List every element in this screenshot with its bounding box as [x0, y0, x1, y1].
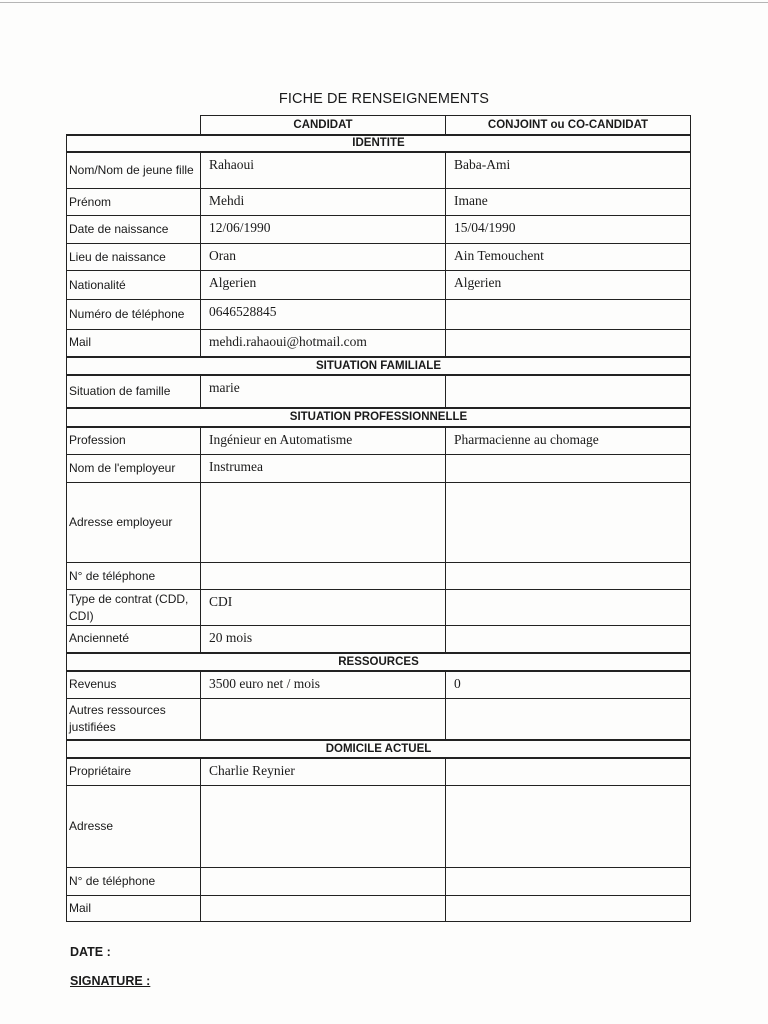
- spouse-mail-domicile: [446, 896, 691, 922]
- label-prenom: Prénom: [67, 189, 201, 216]
- row-telephone: [67, 300, 691, 330]
- spouse-tel-domicile: [446, 868, 691, 896]
- row-adresse-employeur: [67, 483, 691, 563]
- spouse-nationalite: Algerien: [446, 271, 691, 300]
- row-tel-employeur: [67, 563, 691, 590]
- signature-label: SIGNATURE :: [70, 974, 151, 988]
- row-mail: [67, 330, 691, 357]
- candidate-nom: Rahaoui: [201, 152, 446, 189]
- section-title-identity: IDENTITE: [67, 135, 691, 152]
- candidate-autres-ressources: [201, 699, 446, 740]
- row-nationalite: [67, 271, 691, 300]
- row-autres-ressources: [67, 699, 691, 740]
- section-home: [67, 740, 691, 758]
- row-nom: [67, 152, 691, 189]
- date-label: DATE :: [70, 945, 111, 959]
- column-header-row: [67, 116, 691, 135]
- row-mail-domicile: [67, 896, 691, 922]
- candidate-adresse: [201, 786, 446, 868]
- row-profession: [67, 427, 691, 455]
- candidate-telephone: 0646528845: [201, 300, 446, 330]
- section-title-home: DOMICILE ACTUEL: [67, 740, 691, 758]
- spouse-employeur: [446, 455, 691, 483]
- label-profession: Profession: [67, 427, 201, 455]
- label-situation-famille: Situation de famille: [67, 375, 201, 408]
- section-title-resources: RESSOURCES: [67, 653, 691, 671]
- spouse-situation-famille: [446, 375, 691, 408]
- column-header-candidate: CANDIDAT: [201, 116, 446, 135]
- spouse-autres-ressources: [446, 699, 691, 740]
- label-adresse-employeur: Adresse employeur: [67, 483, 201, 563]
- label-employeur: Nom de l'employeur: [67, 455, 201, 483]
- label-telephone: Numéro de téléphone: [67, 300, 201, 330]
- label-naissance-lieu: Lieu de naissance: [67, 244, 201, 271]
- section-professional: [67, 408, 691, 427]
- row-situation-famille: [67, 375, 691, 408]
- label-revenus: Revenus: [67, 671, 201, 699]
- spouse-adresse-employeur: [446, 483, 691, 563]
- label-proprietaire: Propriétaire: [67, 758, 201, 786]
- label-autres-ressources: Autres ressources justifiées: [67, 699, 201, 740]
- spouse-naissance-date: 15/04/1990: [446, 216, 691, 244]
- candidate-prenom: Mehdi: [201, 189, 446, 216]
- row-naissance-lieu: [67, 244, 691, 271]
- spouse-contrat: [446, 590, 691, 626]
- candidate-situation-famille: marie: [201, 375, 446, 408]
- label-contrat: Type de contrat (CDD, CDI): [67, 590, 201, 626]
- spouse-proprietaire: [446, 758, 691, 786]
- candidate-profession: Ingénieur en Automatisme: [201, 427, 446, 455]
- candidate-contrat: CDI: [201, 590, 446, 626]
- label-tel-employeur: N° de téléphone: [67, 563, 201, 590]
- info-sheet-table: [66, 115, 691, 922]
- candidate-adresse-employeur: [201, 483, 446, 563]
- page-edge-line: [0, 2, 768, 3]
- spouse-adresse: [446, 786, 691, 868]
- row-naissance-date: [67, 216, 691, 244]
- label-mail: Mail: [67, 330, 201, 357]
- candidate-tel-employeur: [201, 563, 446, 590]
- label-adresse: Adresse: [67, 786, 201, 868]
- candidate-employeur: Instrumea: [201, 455, 446, 483]
- section-resources: [67, 653, 691, 671]
- spouse-profession: Pharmacienne au chomage: [446, 427, 691, 455]
- candidate-anciennete: 20 mois: [201, 626, 446, 653]
- row-tel-domicile: [67, 868, 691, 896]
- spouse-prenom: Imane: [446, 189, 691, 216]
- row-proprietaire: [67, 758, 691, 786]
- spouse-revenus: 0: [446, 671, 691, 699]
- spouse-mail: [446, 330, 691, 357]
- candidate-mail-domicile: [201, 896, 446, 922]
- section-title-family: SITUATION FAMILIALE: [67, 357, 691, 375]
- section-family: [67, 357, 691, 375]
- row-anciennete: [67, 626, 691, 653]
- section-identity: [67, 135, 691, 152]
- row-prenom: [67, 189, 691, 216]
- label-naissance-date: Date de naissance: [67, 216, 201, 244]
- document-title: FICHE DE RENSEIGNEMENTS: [278, 91, 490, 107]
- candidate-revenus: 3500 euro net / mois: [201, 671, 446, 699]
- spouse-nom: Baba-Ami: [446, 152, 691, 189]
- spouse-naissance-lieu: Ain Temouchent: [446, 244, 691, 271]
- spouse-telephone: [446, 300, 691, 330]
- candidate-mail: mehdi.rahaoui@hotmail.com: [201, 330, 446, 357]
- row-revenus: [67, 671, 691, 699]
- label-nom: Nom/Nom de jeune fille: [67, 152, 201, 189]
- column-header-spouse: CONJOINT ou CO-CANDIDAT: [446, 116, 691, 135]
- candidate-naissance-lieu: Oran: [201, 244, 446, 271]
- label-anciennete: Ancienneté: [67, 626, 201, 653]
- candidate-proprietaire: Charlie Reynier: [201, 758, 446, 786]
- spouse-tel-employeur: [446, 563, 691, 590]
- candidate-naissance-date: 12/06/1990: [201, 216, 446, 244]
- label-nationalite: Nationalité: [67, 271, 201, 300]
- label-mail-domicile: Mail: [67, 896, 201, 922]
- row-employeur: [67, 455, 691, 483]
- spouse-anciennete: [446, 626, 691, 653]
- row-adresse: [67, 786, 691, 868]
- row-contrat: [67, 590, 691, 626]
- section-title-professional: SITUATION PROFESSIONNELLE: [67, 408, 691, 427]
- candidate-tel-domicile: [201, 868, 446, 896]
- candidate-nationalite: Algerien: [201, 271, 446, 300]
- label-tel-domicile: N° de téléphone: [67, 868, 201, 896]
- header-blank-cell: [67, 116, 201, 135]
